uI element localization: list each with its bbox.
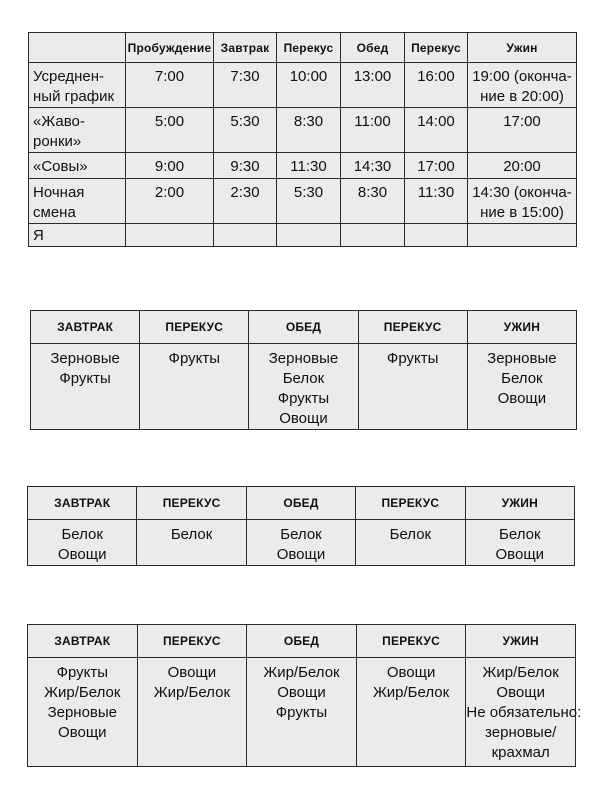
schedule-row (29, 108, 577, 153)
meal-content-row (28, 520, 575, 566)
cell-text-line: 10:00 (289, 68, 328, 85)
schedule-time-cell (126, 179, 214, 224)
meal-content-row (31, 344, 577, 430)
cell-text-line: Жир/Белок (44, 684, 121, 701)
cell-text-line: 5:30 (293, 184, 324, 201)
schedule-time-cell (468, 179, 577, 224)
cell-text-line: Белок (61, 526, 103, 543)
schedule-time-cell (405, 63, 468, 108)
cell-text-line: «Совы» (33, 158, 88, 175)
meal-food-cell (140, 344, 249, 430)
cell-text-line: Белок (389, 526, 432, 543)
schedule-row-label (29, 224, 126, 247)
meal-food-cell (28, 658, 138, 767)
meal-plan-table-1 (30, 310, 577, 430)
cell-text-line: Белок (501, 370, 543, 387)
cell-text-line: 7:30 (230, 68, 260, 85)
cell-text-line: Овощи (276, 546, 326, 563)
meal-header-cell: ЗАВТРАК (31, 311, 140, 344)
cell-text-line: 8:30 (357, 184, 388, 201)
cell-text-line: Овощи (279, 410, 328, 427)
schedule-time-cell (341, 153, 405, 179)
schedule-header-cell: Обед (341, 33, 405, 63)
meal-plan-table-2 (27, 486, 575, 566)
cell-text-line: 20:00 (503, 158, 541, 175)
cell-text-line: «Жаво- (33, 113, 85, 130)
meal-food-cell (247, 658, 357, 767)
schedule-row-label (29, 108, 126, 153)
cell-text-line: 9:30 (230, 158, 260, 175)
cell-text-line: Зерновые (50, 350, 120, 367)
schedule-row-label (29, 63, 126, 108)
cell-text-line: смена (33, 204, 76, 221)
schedule-time-cell (214, 179, 277, 224)
schedule-time-cell (277, 153, 341, 179)
schedule-header-cell: Завтрак (214, 33, 277, 63)
cell-text-line: Овощи (497, 390, 547, 407)
cell-text-line: 11:30 (417, 184, 455, 201)
cell-text-line: ние в 20:00) (480, 88, 564, 105)
schedule-row-label (29, 153, 126, 179)
cell-text-line: Овощи (496, 684, 545, 701)
cell-text-line: Овощи (386, 664, 436, 681)
schedule-header-cell: Перекус (277, 33, 341, 63)
cell-text-line: Фрукты (277, 390, 330, 407)
cell-text-line: Я (33, 227, 44, 244)
meal-header-cell: ОБЕД (246, 487, 355, 520)
schedule-time-cell (341, 63, 405, 108)
meal-schedule-table (28, 32, 577, 247)
cell-text-line: Жир/Белок (153, 684, 231, 701)
meal-header-cell: ПЕРЕКУС (356, 625, 466, 658)
cell-text-line: Жир/Белок (263, 664, 340, 681)
cell-text-line: Фрукты (56, 664, 109, 681)
cell-text-line: 7:00 (154, 68, 185, 85)
cell-text-line: Не обязательно: (466, 704, 582, 721)
schedule-time-cell (126, 153, 214, 179)
cell-text-line: 2:00 (154, 184, 185, 201)
cell-text-line: Усреднен- (33, 68, 105, 85)
cell-text-line: ронки» (33, 133, 82, 150)
cell-text-line: ный график (33, 88, 115, 105)
meal-header-cell: ПЕРЕКУС (358, 311, 467, 344)
meal-header-cell: УЖИН (466, 625, 576, 658)
meal-header-row (28, 487, 575, 520)
schedule-row (29, 224, 577, 247)
cell-text-line: 14:00 (417, 113, 455, 130)
schedule-time-cell (126, 63, 214, 108)
schedule-time-cell (341, 224, 405, 247)
schedule-time-cell (405, 224, 468, 247)
cell-text-line: Зерновые (268, 350, 339, 367)
schedule-time-cell (468, 108, 577, 153)
meal-header-row (28, 625, 576, 658)
schedule-time-cell (126, 108, 214, 153)
meal-header-cell: УЖИН (465, 487, 574, 520)
cell-text-line: 5:30 (230, 113, 260, 130)
cell-text-line: Зерновые (47, 704, 118, 721)
cell-text-line: 14:30 (оконча- (472, 184, 572, 201)
cell-text-line: 14:30 (353, 158, 392, 175)
cell-text-line: Фрукты (275, 704, 328, 721)
cell-text-line: 17:00 (503, 113, 541, 130)
meal-food-cell (28, 520, 137, 566)
cell-text-line: Белок (170, 526, 213, 543)
schedule-time-cell (341, 108, 405, 153)
schedule-time-cell (468, 224, 577, 247)
meal-header-cell: УЖИН (467, 311, 576, 344)
schedule-row (29, 179, 577, 224)
schedule-time-cell (214, 108, 277, 153)
cell-text-line: Ночная (33, 184, 85, 201)
meal-header-cell: ПЕРЕКУС (137, 625, 247, 658)
cell-text-line: зерновые/ (485, 724, 557, 741)
schedule-time-cell (214, 63, 277, 108)
cell-text-line: 5:00 (154, 113, 185, 130)
meal-food-cell (137, 520, 246, 566)
cell-text-line: Фрукты (168, 350, 221, 367)
cell-text-line: Фрукты (386, 350, 439, 367)
cell-text-line: Белок (499, 526, 541, 543)
cell-text-line: 17:00 (417, 158, 455, 175)
meal-plan-table-3 (27, 624, 582, 767)
meal-food-cell (467, 344, 576, 430)
cell-text-line: Белок (282, 370, 325, 387)
schedule-header-cell: Пробуждение (126, 33, 214, 63)
schedule-time-cell (468, 153, 577, 179)
meal-header-cell: ПЕРЕКУС (140, 311, 249, 344)
schedule-time-cell (277, 108, 341, 153)
schedule-header-cell: Ужин (468, 33, 577, 63)
meal-header-cell: ЗАВТРАК (28, 625, 138, 658)
cell-text-line: Жир/Белок (482, 664, 559, 681)
cell-text-line: Овощи (167, 664, 217, 681)
cell-text-line: 13:00 (353, 68, 392, 85)
schedule-time-cell (214, 224, 277, 247)
cell-text-line: 16:00 (417, 68, 455, 85)
schedule-time-cell (277, 224, 341, 247)
cell-text-line: крахмал (491, 744, 550, 761)
schedule-time-cell (126, 224, 214, 247)
cell-text-line: Овощи (58, 724, 107, 741)
schedule-time-cell (277, 63, 341, 108)
cell-text-line: 8:30 (293, 113, 324, 130)
meal-header-row (31, 311, 577, 344)
meal-food-cell (356, 658, 466, 767)
schedule-row (29, 153, 577, 179)
schedule-row-label (29, 179, 126, 224)
meal-food-cell (246, 520, 355, 566)
cell-text-line: Фрукты (59, 370, 111, 387)
schedule-time-cell (341, 179, 405, 224)
schedule-time-cell (214, 153, 277, 179)
schedule-time-cell (405, 108, 468, 153)
meal-content-row (28, 658, 576, 767)
cell-text-line: Белок (280, 526, 322, 543)
cell-text-line: Овощи (57, 546, 107, 563)
meal-header-cell: ОБЕД (247, 625, 357, 658)
meal-food-cell (358, 344, 467, 430)
schedule-row (29, 63, 577, 108)
meal-header-cell: ЗАВТРАК (28, 487, 137, 520)
cell-text-line: Овощи (495, 546, 545, 563)
cell-text-line: ние в 15:00) (480, 204, 564, 221)
meal-food-cell (249, 344, 358, 430)
meal-header-cell: ПЕРЕКУС (356, 487, 465, 520)
meal-food-cell (31, 344, 140, 430)
schedule-time-cell (468, 63, 577, 108)
schedule-header-row (29, 33, 577, 63)
cell-text-line: 11:00 (354, 113, 391, 130)
meal-food-cell (137, 658, 247, 767)
meal-food-cell (356, 520, 465, 566)
schedule-time-cell (405, 179, 468, 224)
meal-food-cell (465, 520, 574, 566)
meal-header-cell: ПЕРЕКУС (137, 487, 246, 520)
meal-header-cell: ОБЕД (249, 311, 358, 344)
cell-text-line: 19:00 (оконча- (472, 68, 572, 85)
schedule-time-cell (405, 153, 468, 179)
schedule-header-cell (29, 33, 126, 63)
cell-text-line: Жир/Белок (372, 684, 450, 701)
schedule-time-cell (277, 179, 341, 224)
cell-text-line: 2:30 (230, 184, 260, 201)
cell-text-line: 9:00 (154, 158, 185, 175)
cell-text-line: 11:30 (290, 158, 327, 175)
cell-text-line: Зерновые (487, 350, 557, 367)
cell-text-line: Овощи (277, 684, 326, 701)
meal-food-cell (466, 658, 582, 767)
schedule-header-cell: Перекус (405, 33, 468, 63)
